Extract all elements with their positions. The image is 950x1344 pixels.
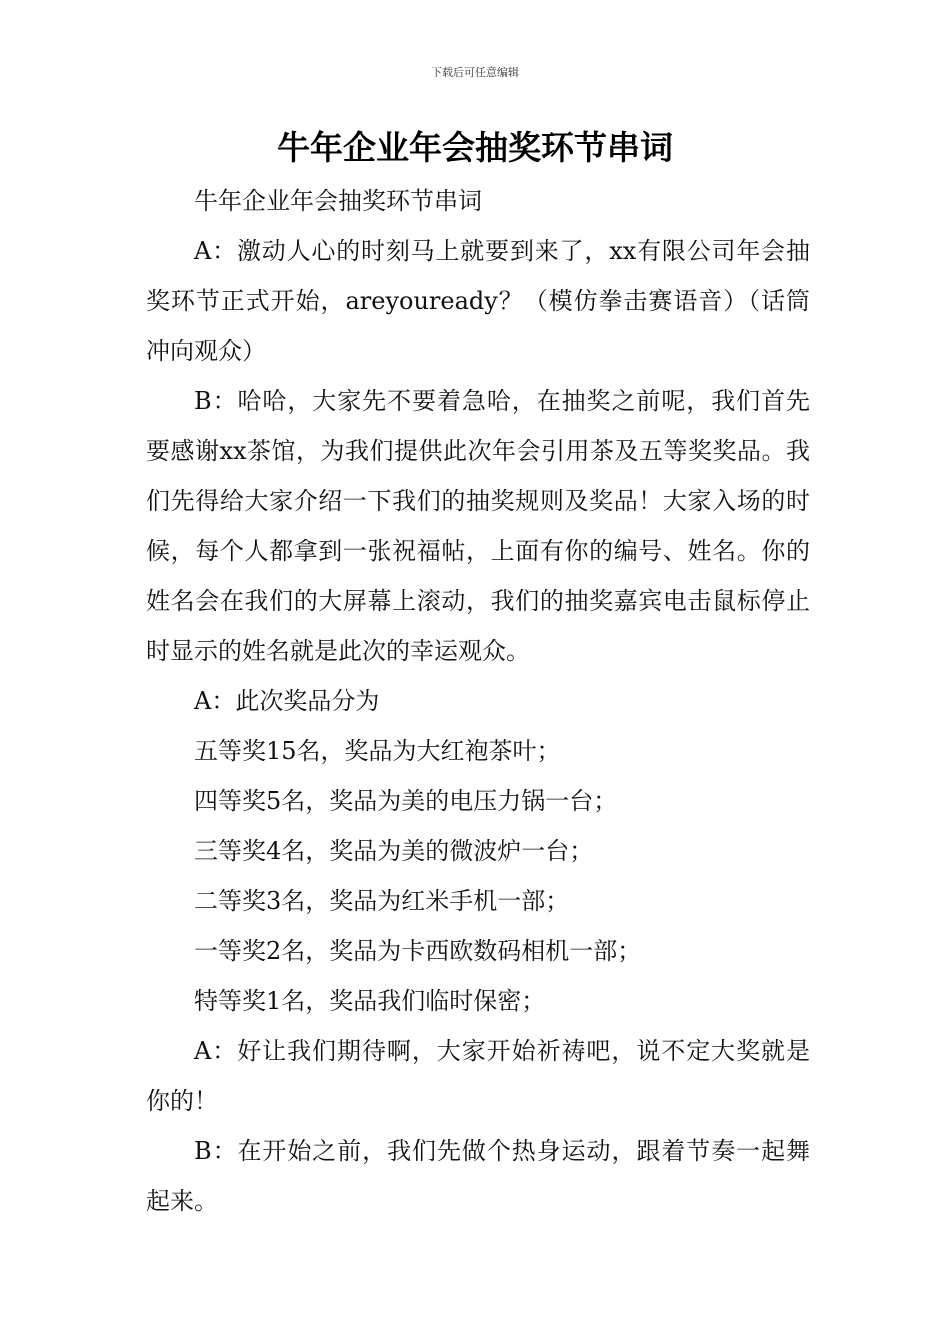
paragraph-subtitle: 牛年企业年会抽奖环节串词 bbox=[194, 187, 482, 215]
paragraph: B：在开始之前，我们先做个热身运动，跟着节奏一起舞起来。 bbox=[146, 1137, 810, 1215]
paragraph: A：此次奖品分为 bbox=[194, 687, 380, 715]
document-title: 牛年企业年会抽奖环节串词 bbox=[277, 128, 673, 167]
prize-item: 五等奖15名，奖品为大红袍茶叶； bbox=[194, 737, 561, 765]
document-body bbox=[146, 176, 810, 1226]
paragraph: A：好让我们期待啊，大家开始祈祷吧，说不定大奖就是你的！ bbox=[146, 1037, 810, 1115]
prize-item: 三等奖4名，奖品为美的微波炉一台； bbox=[194, 837, 594, 865]
prize-item: 四等奖5名，奖品为美的电压力锅一台； bbox=[194, 787, 618, 815]
header-note: 下载后可任意编辑 bbox=[431, 66, 519, 79]
prize-item: 特等奖1名，奖品我们临时保密； bbox=[194, 987, 546, 1015]
paragraph: A：激动人心的时刻马上就要到来了，xx有限公司年会抽奖环节正式开始，areyouready？（模仿拳击赛语音）（话筒冲向观众） bbox=[146, 237, 810, 365]
prize-item: 二等奖3名，奖品为红米手机一部； bbox=[194, 887, 570, 915]
paragraph: B：哈哈，大家先不要着急哈，在抽奖之前呢，我们首先要感谢xx茶馆，为我们提供此次年会引用茶及五等奖奖品。我们先得给大家介绍一下我们的抽奖规则及奖品！大家入场的时候，每个人都拿到一张祝福帖，上面有你的编号、姓名。你的姓名会在我们的大屏幕上滚动，我们的抽奖嘉宾电击鼠标停止时显示的姓名就是此次的幸运观众。 bbox=[146, 387, 810, 665]
prize-item: 一等奖2名，奖品为卡西欧数码相机一部； bbox=[194, 937, 642, 965]
